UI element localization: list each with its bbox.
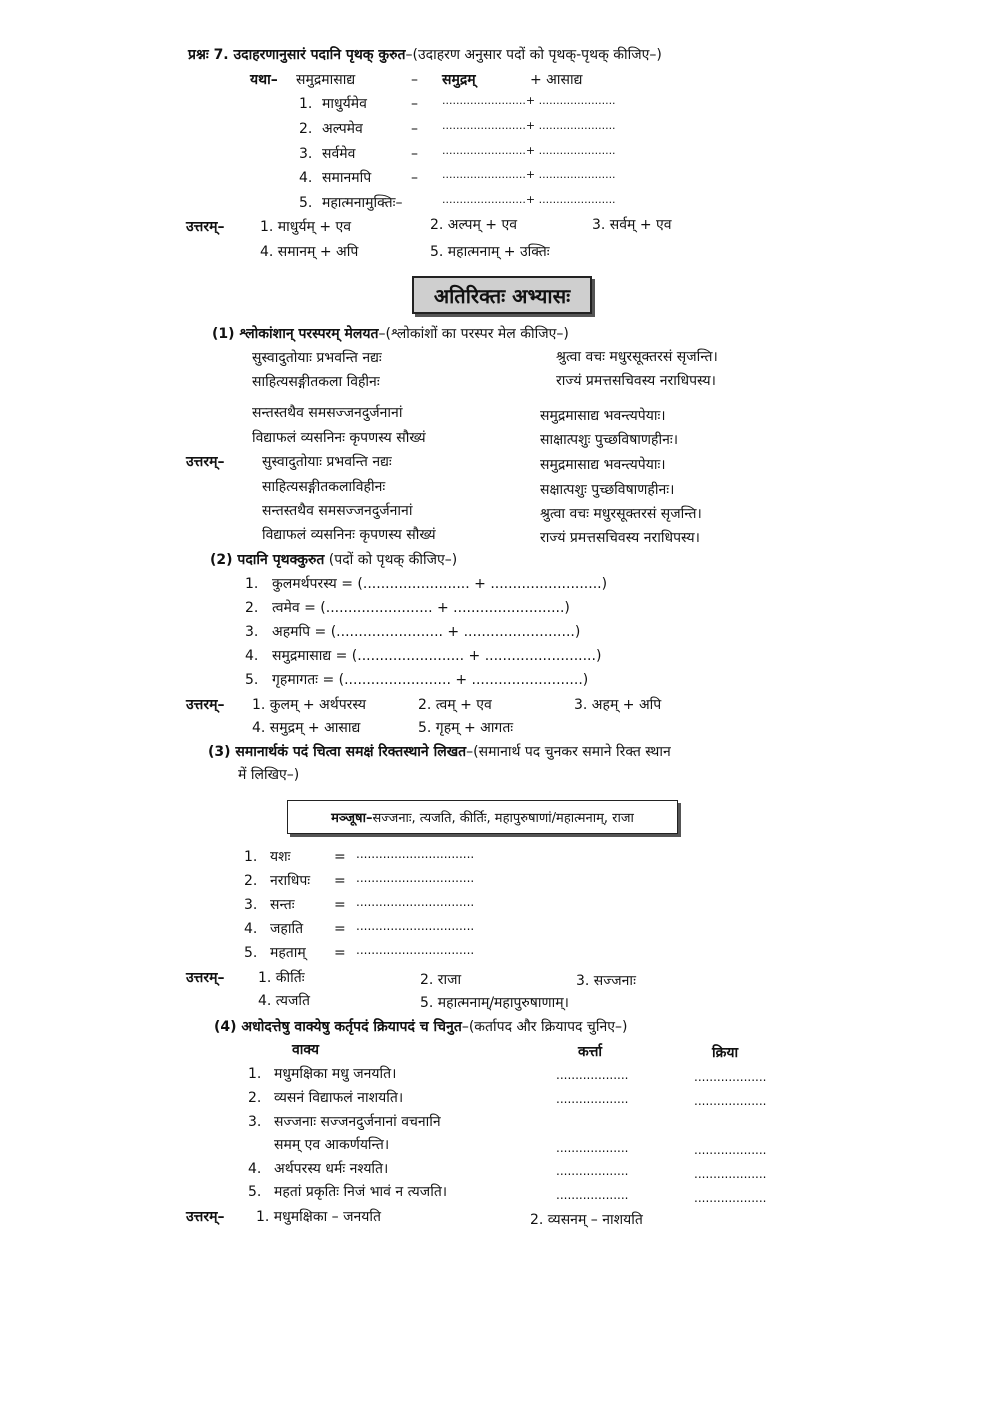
manjusha-box: [287, 800, 678, 834]
ex4-col-sentence: वाक्य: [292, 1042, 320, 1058]
ex3-answer: 4. त्यजति: [258, 993, 310, 1009]
q7-item-num: 5.: [299, 195, 313, 211]
ex1-answer-right: सक्षात्पशुः पुच्छविषाणहीनः।: [540, 482, 675, 498]
ex1-left-item: विद्याफलं व्यसनिनः कृपणस्य सौख्यं: [252, 430, 426, 446]
ex4-row-num: 4.: [248, 1161, 262, 1177]
q7-answer: 2. अल्पम् + एव: [430, 217, 517, 233]
ex2-item-num: 3.: [245, 624, 259, 640]
ex4-heading-bold: (4) अधोदत्तेषु वाक्येषु कर्तृपदं क्रियापदं च चिनुत: [214, 1019, 462, 1035]
ex1-answer-left: साहित्यसङ्गीतकलाविहीनः: [262, 479, 386, 495]
ex4-col-karta: कर्त्ता: [578, 1044, 603, 1060]
ex4-row-kriya: ...................: [694, 1070, 767, 1084]
ex4-heading-rest: –(कर्तापद और क्रियापद चुनिए–): [461, 1019, 628, 1035]
ex4-row-text: सज्जनाः सज्जनदुर्जनानां वचनानि: [274, 1114, 441, 1130]
ex3-item-blank: ...............................: [356, 919, 475, 933]
q7-heading-rest: –(उदाहरण अनुसार पदों को पृथक्-पृथक् कीजिए–): [405, 47, 662, 63]
ex3-answer: 3. सज्जनाः: [576, 973, 636, 989]
ex3-item-num: 4.: [244, 921, 258, 937]
ex3-item-eq: =: [334, 897, 346, 913]
ex3-item-word: सन्तः: [270, 897, 295, 913]
q7-item-dash: –: [411, 96, 418, 112]
ex3-item-eq: =: [334, 849, 346, 865]
ex2-answer: 5. गृहम् + आगतः: [418, 720, 514, 736]
ex2-answer: 4. समुद्रम् + आसाद्य: [252, 720, 361, 736]
ex3-item-word: नराधिपः: [270, 873, 311, 889]
ex3-item-num: 2.: [244, 873, 258, 889]
ex3-heading: [208, 744, 671, 761]
ex4-col-kriya: क्रिया: [712, 1045, 739, 1061]
ex1-heading-bold: (1) श्लोकांशान् परस्परम् मेलयत: [212, 326, 379, 342]
ex2-answer: 3. अहम् + अपि: [574, 697, 662, 713]
q7-item-blank: ........................+ ......................: [442, 193, 616, 206]
ex4-answer: 1. मधुमक्षिका – जनयति: [256, 1209, 381, 1225]
ex1-left-item: सन्तस्तथैव समसज्जनदुर्जनानां: [252, 405, 403, 421]
ex1-answer-left: सन्तस्तथैव समसज्जनदुर्जनानां: [262, 503, 413, 519]
ex3-answer: 5. महात्मनाम्/महापुरुषाणाम्।: [420, 995, 569, 1011]
ex1-heading: [212, 326, 569, 343]
ex3-heading-rest: –(समानार्थ पद चुनकर समाने रिक्त स्थान: [466, 744, 671, 760]
ex1-answer-label: उत्तरम्–: [186, 454, 225, 470]
q7-item-word: समानमपि: [322, 170, 372, 186]
ex1-answer-left: सुस्वादुतोयाः प्रभवन्ति नद्यः: [262, 454, 392, 470]
ex3-heading-line2: में लिखिए–): [238, 767, 300, 783]
ex3-item-eq: =: [334, 921, 346, 937]
ex4-row-text: महतां प्रकृतिः निजं भावं न त्यजति।: [274, 1184, 448, 1200]
ex3-answer: 1. कीर्तिः: [258, 970, 305, 986]
ex2-heading: [210, 552, 457, 569]
ex3-heading-bold: (3) समानार्थकं पदं चित्वा समक्षं रिक्तस्थाने लिखत: [208, 744, 467, 760]
q7-item-word: महात्मनामुक्तिः–: [322, 195, 403, 211]
ex4-row-num: 2.: [248, 1090, 262, 1106]
q7-example-word: समुद्रमासाद्य: [296, 72, 356, 88]
ex2-heading-rest: (पदों को पृथक् कीजिए–): [324, 552, 458, 568]
section-title: अतिरिक्तः अभ्यासः: [433, 283, 571, 308]
q7-example-dash: –: [411, 72, 418, 88]
ex2-item-num: 4.: [245, 648, 259, 664]
ex2-item-num: 2.: [245, 600, 259, 616]
q7-example-label: यथा–: [250, 72, 278, 88]
q7-answer: 3. सर्वम् + एव: [592, 217, 672, 233]
ex3-answer: 2. राजा: [420, 972, 462, 988]
q7-item-num: 2.: [299, 121, 313, 137]
ex3-item-blank: ...............................: [356, 871, 475, 885]
ex4-answer-label: उत्तरम्–: [186, 1209, 225, 1225]
q7-answer: 5. महात्मनाम् + उक्तिः: [430, 244, 550, 260]
ex4-row-text: अर्थपरस्य धर्मः नश्यति।: [274, 1161, 389, 1177]
ex4-row-kriya: ...................: [694, 1167, 767, 1181]
section-title-box: [412, 276, 592, 314]
manjusha-words: सज्जनाः, त्यजति, कीर्तिः, महापुरुषाणां/महात्मनाम्, राजा: [372, 811, 634, 826]
q7-answer-label: उत्तरम्–: [186, 219, 225, 235]
ex2-item-num: 1.: [245, 576, 259, 592]
ex1-answer-right: राज्यं प्रमत्तसचिवस्य नराधिपस्य।: [540, 530, 700, 546]
ex1-answer-left: विद्याफलं व्यसनिनः कृपणस्य सौख्यं: [262, 527, 436, 543]
ex4-answer: 2. व्यसनम् – नाशयति: [530, 1212, 643, 1228]
ex4-row-karta: ...................: [556, 1141, 629, 1155]
ex1-right-item: समुद्रमासाद्य भवन्त्यपेयाः।: [540, 408, 666, 424]
ex1-right-item: श्रुत्वा वचः मधुरसूक्तरसं सृजन्ति।: [556, 349, 718, 365]
q7-item-dash: –: [411, 121, 418, 137]
ex4-row-num: 1.: [248, 1066, 262, 1082]
ex4-row-text: समम् एव आकर्णयन्ति।: [274, 1137, 390, 1153]
ex3-answer-label: उत्तरम्–: [186, 970, 225, 986]
ex2-item-text: गृहमागतः = (........................ + .........................): [272, 672, 589, 688]
q7-example-part1: समुद्रम्: [442, 72, 476, 88]
ex2-item-text: अहमपि = (........................ + .........................): [272, 624, 581, 640]
ex4-row-text: मधुमक्षिका मधु जनयति।: [274, 1066, 397, 1082]
ex4-row-karta: ...................: [556, 1092, 629, 1106]
q7-answer: 4. समानम् + अपि: [260, 244, 359, 260]
q7-item-dash: –: [411, 170, 418, 186]
ex3-item-blank: ...............................: [356, 943, 475, 957]
ex1-heading-rest: –(श्लोकांशों का परस्पर मेल कीजिए–): [378, 326, 569, 342]
ex3-item-word: जहाति: [270, 921, 304, 937]
q7-item-dash: –: [411, 146, 418, 162]
ex4-row-karta: ...................: [556, 1068, 629, 1082]
ex3-item-eq: =: [334, 873, 346, 889]
ex4-row-kriya: ...................: [694, 1094, 767, 1108]
q7-item-num: 3.: [299, 146, 313, 162]
q7-item-word: माधुर्यमेव: [322, 96, 367, 112]
q7-heading-bold: प्रश्नः 7. उदाहरणानुसारं पदानि पृथक् कुरुत: [188, 47, 406, 63]
ex3-item-eq: =: [334, 945, 346, 961]
ex4-heading: [214, 1019, 627, 1036]
q7-item-word: अल्पमेव: [322, 121, 363, 137]
ex1-right-item: साक्षात्पशुः पुच्छविषाणहीनः।: [540, 432, 678, 448]
ex3-item-word: महताम्: [270, 945, 306, 961]
q7-heading: [188, 47, 662, 64]
ex1-right-item: राज्यं प्रमत्तसचिवस्य नराधिपस्य।: [556, 373, 716, 389]
ex1-answer-right: समुद्रमासाद्य भवन्त्यपेयाः।: [540, 457, 666, 473]
ex4-row-karta: ...................: [556, 1188, 629, 1202]
ex3-item-num: 1.: [244, 849, 258, 865]
q7-item-word: सर्वमेव: [322, 146, 356, 162]
ex1-left-item: साहित्यसङ्गीतकला विहीनः: [252, 374, 380, 390]
ex2-answer: 2. त्वम् + एव: [418, 697, 492, 713]
ex4-row-karta: ...................: [556, 1164, 629, 1178]
ex2-item-text: समुद्रमासाद्य = (........................ + .........................): [272, 648, 602, 664]
ex3-item-num: 5.: [244, 945, 258, 961]
ex3-item-num: 3.: [244, 897, 258, 913]
ex4-row-num: 5.: [248, 1184, 262, 1200]
ex2-answer-label: उत्तरम्–: [186, 697, 225, 713]
ex3-item-blank: ...............................: [356, 847, 475, 861]
q7-item-blank: ........................+ ......................: [442, 94, 616, 107]
q7-example-part2: + आसाद्य: [530, 72, 583, 88]
ex2-item-text: कुलमर्थपरस्य = (........................ + .........................): [272, 576, 608, 592]
ex2-item-num: 5.: [245, 672, 259, 688]
ex4-row-kriya: ...................: [694, 1191, 767, 1205]
q7-item-blank: ........................+ ......................: [442, 168, 616, 181]
q7-item-blank: ........................+ ......................: [442, 119, 616, 132]
q7-item-num: 1.: [299, 96, 313, 112]
q7-item-blank: ........................+ ......................: [442, 144, 616, 157]
ex2-item-text: त्वमेव = (........................ + .........................): [272, 600, 570, 616]
q7-answer: 1. माधुर्यम् + एव: [260, 219, 352, 235]
ex1-left-item: सुस्वादुतोयाः प्रभवन्ति नद्यः: [252, 350, 382, 366]
ex3-item-blank: ...............................: [356, 895, 475, 909]
ex3-item-word: यशः: [270, 849, 291, 865]
manjusha-label: मञ्जूषा–: [331, 811, 373, 826]
q7-item-num: 4.: [299, 170, 313, 186]
ex2-heading-bold: (2) पदानि पृथक्कुरुत: [210, 552, 325, 568]
ex4-row-text: व्यसनं विद्याफलं नाशयति।: [274, 1090, 404, 1106]
ex1-answer-right: श्रुत्वा वचः मधुरसूक्तरसं सृजन्ति।: [540, 506, 702, 522]
ex4-row-num: 3.: [248, 1114, 262, 1130]
ex2-answer: 1. कुलम् + अर्थपरस्य: [252, 697, 366, 713]
ex4-row-kriya: ...................: [694, 1143, 767, 1157]
